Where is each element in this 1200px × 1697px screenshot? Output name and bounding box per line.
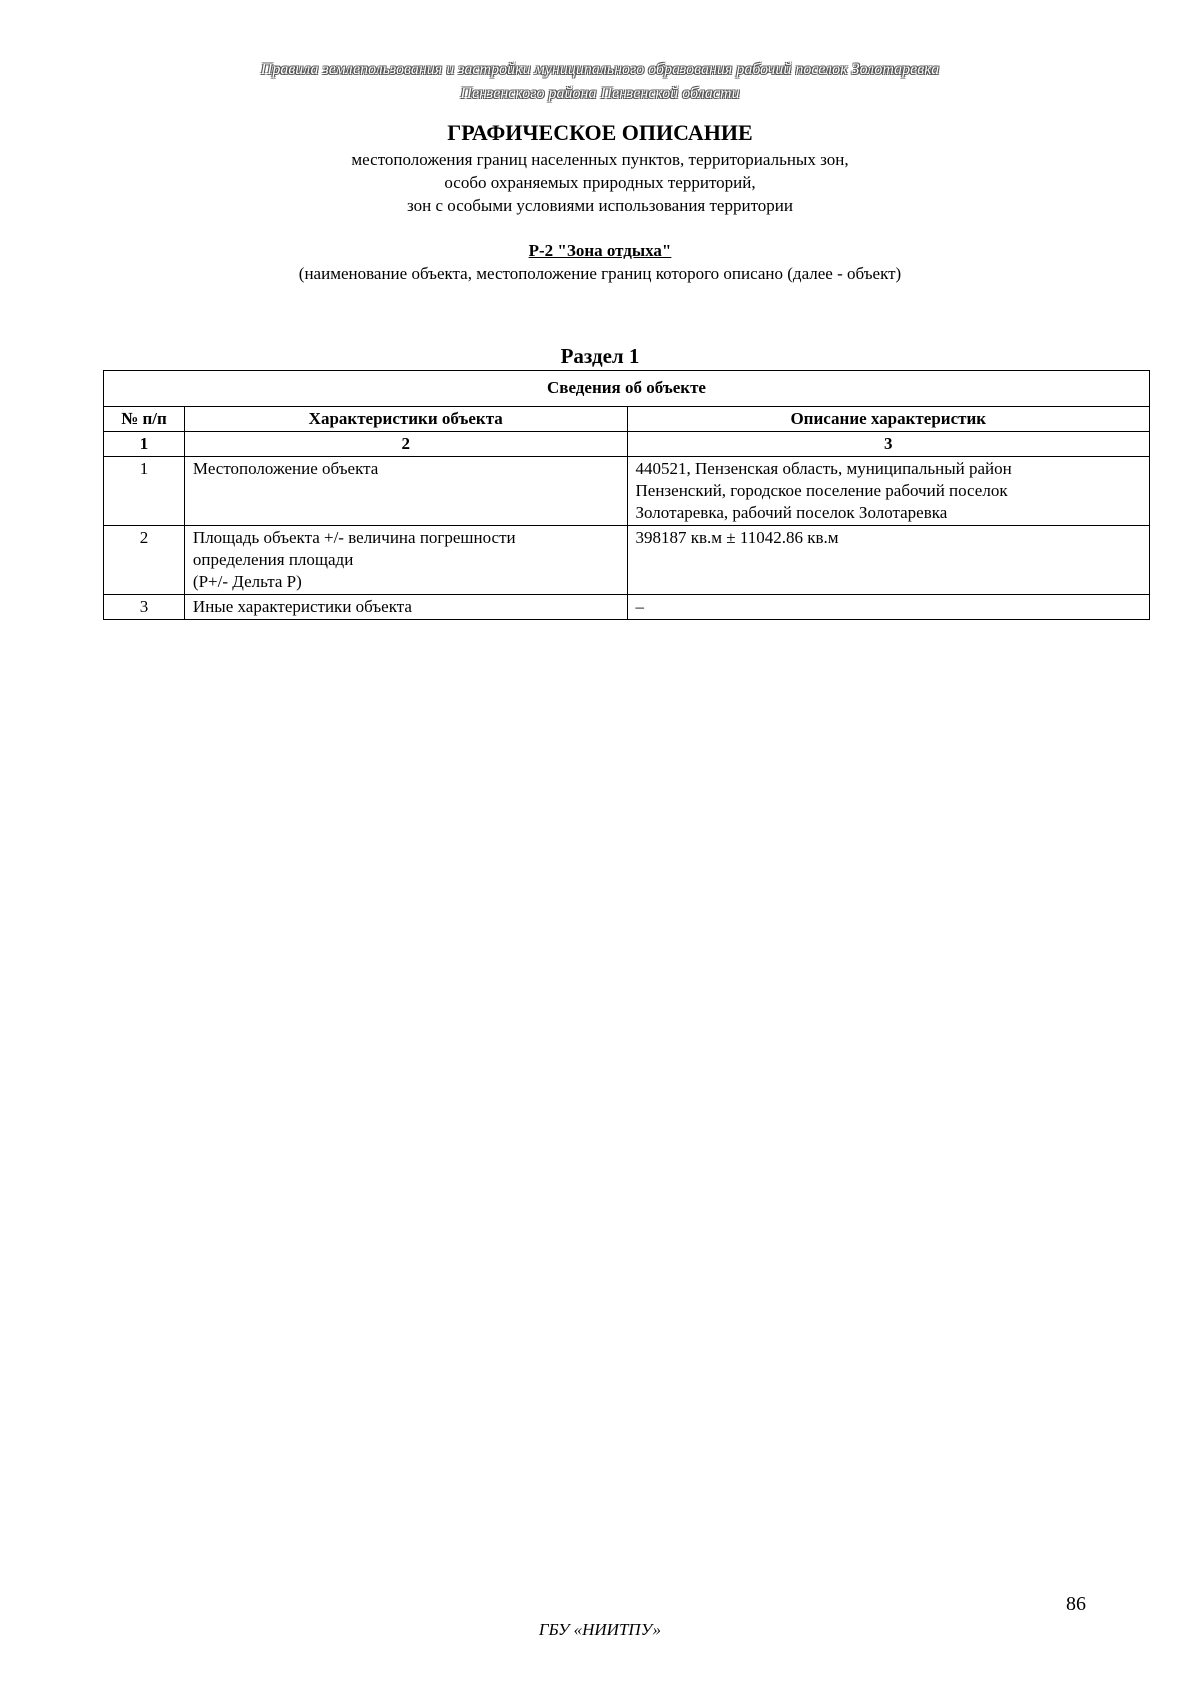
cell-line: Площадь объекта +/- величина погрешности [192, 528, 516, 547]
table-row [104, 595, 1150, 620]
object-caption: (наименование объекта, местоположение границ которого описано (далее - объект) [298, 264, 902, 283]
table-header-row [104, 407, 1150, 432]
cell-line: Местоположение объекта [192, 459, 379, 478]
document-title: ГРАФИЧЕСКОЕ ОПИСАНИЕ [447, 120, 753, 145]
subtitle-line-3: зон с особыми условиями использования территории [407, 196, 793, 215]
cell-line: – [635, 597, 645, 616]
column-number: 3 [627, 432, 1149, 457]
header-cell-characteristic: Характеристики объекта [184, 407, 627, 432]
column-number: 1 [104, 432, 185, 457]
cell-line: 398187 кв.м ± 11042.86 кв.м [635, 528, 839, 547]
row-characteristic [184, 595, 627, 620]
subtitle-line-2: особо охраняемых природных территорий, [444, 173, 756, 192]
cell-line: (Р+/- Дельта Р) [192, 572, 302, 591]
table-caption: Сведения об объекте [104, 371, 1150, 407]
document-subtitle [0, 148, 1200, 217]
row-description [627, 526, 1149, 595]
row-characteristic [184, 526, 627, 595]
header-cell-description: Описание характеристик [627, 407, 1149, 432]
table-caption-row [104, 371, 1150, 407]
document-footer: ГБУ «НИИТПУ» [538, 1620, 662, 1639]
row-number: 3 [104, 595, 185, 620]
subtitle-line-1: местоположения границ населенных пунктов, территориальных зон, [351, 150, 849, 169]
header-line-1: Правила землепользования и застройки муниципального образования рабочий поселок Золотаревка [260, 61, 940, 78]
row-number: 1 [104, 457, 185, 526]
object-name: Р-2 "Зона отдыха" [528, 241, 672, 260]
page-number: 86 [1066, 1593, 1086, 1615]
column-number-row [104, 432, 1150, 457]
table-row [104, 457, 1150, 526]
object-name-block [0, 241, 1200, 261]
section-title: Раздел 1 [560, 344, 640, 368]
row-description [627, 595, 1149, 620]
header-line-2: Пензенского района Пензенской области [460, 85, 740, 102]
row-number: 2 [104, 526, 185, 595]
cell-line: Иные характеристики объекта [192, 597, 412, 616]
row-characteristic [184, 457, 627, 526]
cell-line: 440521, Пензенская область, муниципальный район [635, 459, 1012, 478]
column-number: 2 [184, 432, 627, 457]
document-header [0, 58, 1200, 106]
cell-line: Золотаревка, рабочий поселок Золотаревка [635, 503, 948, 522]
object-info-table [103, 370, 1150, 620]
row-description [627, 457, 1149, 526]
cell-line: Пензенский, городское поселение рабочий поселок [635, 481, 1008, 500]
table-row [104, 526, 1150, 595]
cell-line: определения площади [192, 550, 354, 569]
header-cell-num: № п/п [104, 407, 185, 432]
